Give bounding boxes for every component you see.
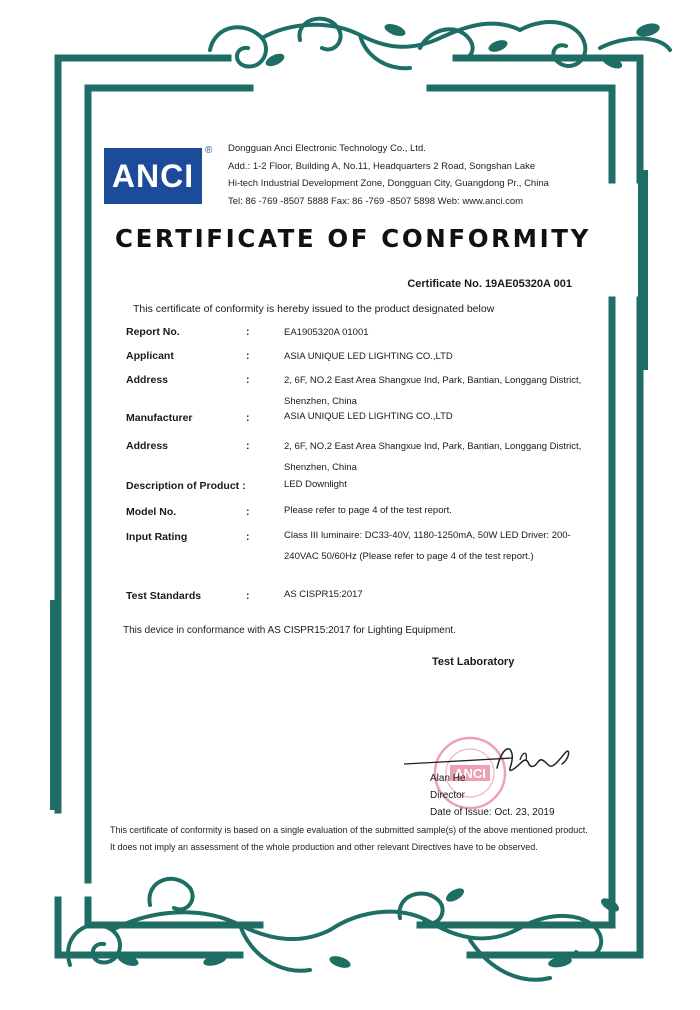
field-value: ASIA UNIQUE LED LIGHTING CO.,LTD <box>284 411 453 422</box>
stamp-text: ANCI <box>454 766 486 781</box>
company-address-line1: Add.: 1-2 Floor, Building A, No.11, Headquarters 2 Road, Songshan Lake <box>228 160 536 172</box>
field-label: Address <box>126 440 169 452</box>
field-colon: : <box>246 412 250 424</box>
anci-logo: ANCI <box>104 148 202 204</box>
field-label: Input Rating <box>126 531 188 543</box>
field-colon: : <box>246 350 250 362</box>
field-value: Class III luminaire: DC33-40V, 1180-1250mA, 50W LED Driver: 200-240VAC 50/60Hz (Please refer to page 4 of the test report.) <box>284 530 571 562</box>
field-colon: : <box>246 531 250 543</box>
company-contact: Tel: 86 -769 -8507 5888 Fax: 86 -769 -8507 5898 Web: www.anci.com <box>228 195 524 207</box>
field-colon: : <box>246 506 250 518</box>
certificate-title: CERTIFICATE OF CONFORMITY <box>115 224 591 253</box>
field-value: 2, 6F, NO.2 East Area Shangxue Ind, Park, Bantian, Longgang District, Shenzhen, China <box>284 375 582 407</box>
company-address-line2: Hi-tech Industrial Development Zone, Dongguan City, Guangdong Pr., China <box>228 178 549 189</box>
field-value: Please refer to page 4 of the test report. <box>284 505 452 516</box>
company-name: Dongguan Anci Electronic Technology Co., Ltd. <box>228 143 426 154</box>
field-label: Test Standards <box>126 590 202 602</box>
company-header <box>228 140 549 210</box>
field-value: 2, 6F, NO.2 East Area Shangxue Ind, Park, Bantian, Longgang District, Shenzhen, China <box>284 441 582 473</box>
field-value: ASIA UNIQUE LED LIGHTING CO.,LTD <box>284 351 453 362</box>
field-label: Address <box>126 374 169 386</box>
field-label: Applicant <box>126 350 174 362</box>
field-value: EA1905320A 01001 <box>284 327 369 338</box>
conformance-statement: This device in conformance with AS CISPR15:2017 for Lighting Equipment. <box>123 625 456 636</box>
field-value: LED Downlight <box>284 479 347 490</box>
field-colon: : <box>246 440 250 452</box>
signer-block <box>430 770 555 821</box>
field-label: Manufacturer <box>126 412 193 424</box>
field-label: Report No. <box>126 326 180 338</box>
intro-text: This certificate of conformity is hereby issued to the product designated below <box>133 303 495 315</box>
test-laboratory: Test Laboratory <box>432 656 515 668</box>
field-label: Model No. <box>126 506 177 518</box>
field-colon: : <box>246 374 250 386</box>
field-label: Description of Product : <box>126 480 246 492</box>
certificate-number: Certificate No. 19AE05320A 001 <box>407 278 572 290</box>
registered-mark: ® <box>205 145 213 156</box>
footer-disclaimer: This certificate of conformity is based on a single evaluation of the submitted sample(s) of the above mentioned product. It does not imply an assessment of the whole production and other relevant Directives have to be observed. <box>110 825 588 852</box>
field-value: AS CISPR15:2017 <box>284 589 363 600</box>
signer-name: Alan He <box>430 773 466 784</box>
signer-position: Director <box>430 790 466 801</box>
field-colon: : <box>246 590 250 602</box>
field-colon: : <box>246 326 250 338</box>
issue-date: Date of Issue: Oct. 23, 2019 <box>430 807 555 818</box>
